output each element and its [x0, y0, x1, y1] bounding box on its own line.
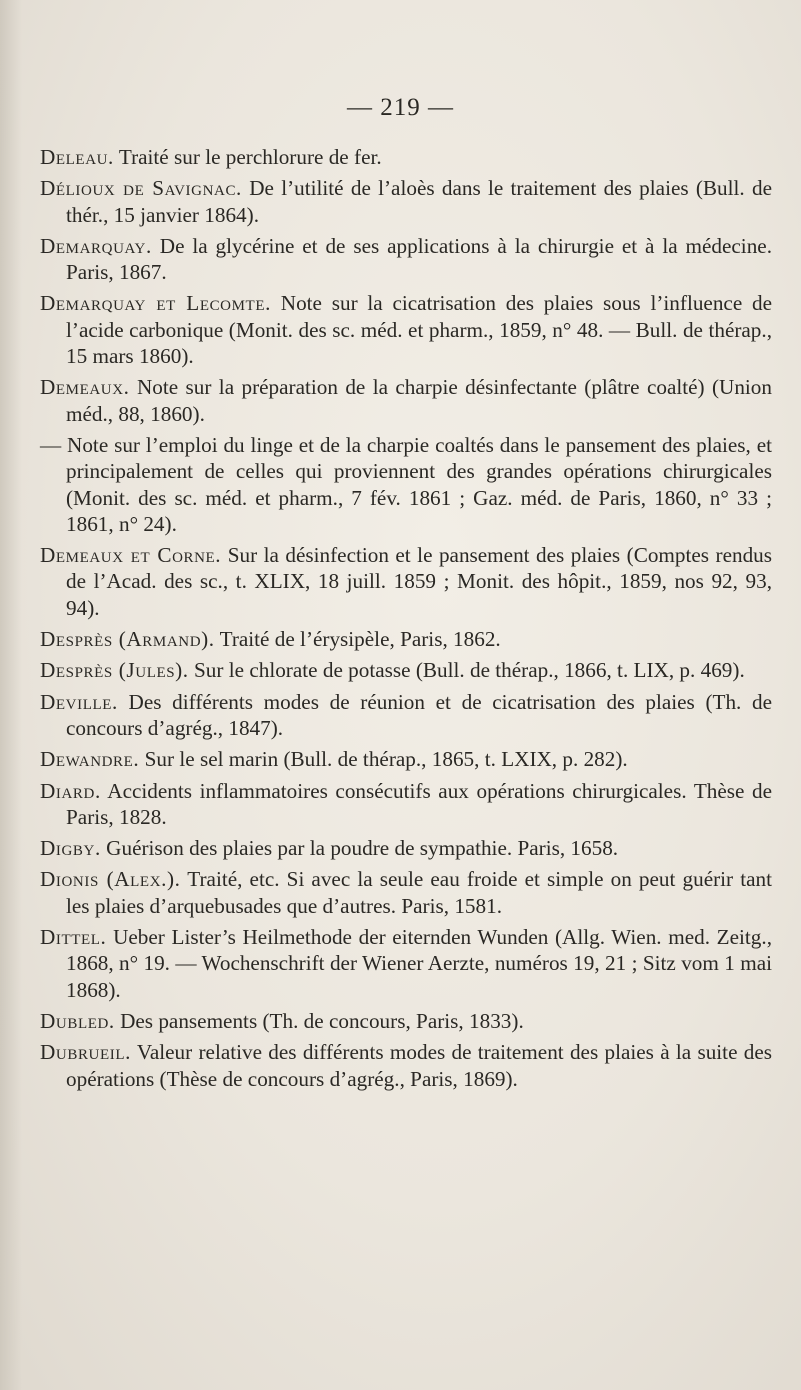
entry-text: Traité, etc. Si avec la seule eau froide et simple on peut guérir tant les plaies d’arquebusades que d’autres. Paris, 1581. — [66, 867, 772, 918]
entry-author: Diard. — [40, 778, 101, 803]
entry-text: Accidents inflammatoires consécutifs aux opérations chirurgicales. Thèse de Paris, 1828. — [66, 778, 772, 829]
bibliography-entry — [40, 626, 772, 652]
entry-text: Sur la désinfection et le pansement des plaies (Comptes rendus de l’Acad. des sc., t. XLIX, 18 juill. 1859 ; Monit. des hôpit., 1859, nos 92, 93, 94). — [66, 543, 773, 620]
bibliography-entry — [40, 1039, 772, 1092]
entry-author: Deville. — [40, 689, 118, 714]
bibliography-entry — [40, 175, 772, 228]
bibliography-entry — [40, 835, 772, 861]
entry-text: De la glycérine et de ses applications à la chirurgie et à la médecine. Paris, 1867. — [66, 233, 772, 285]
bibliography-list — [40, 144, 772, 1097]
entry-author: Dubled. — [40, 1008, 115, 1033]
entry-author: Dewandre. — [40, 747, 140, 772]
entry-text: Sur le chlorate de potasse (Bull. de thérap., 1866, t. LIX, p. 469). — [188, 658, 745, 683]
entry-text: Sur le sel marin (Bull. de thérap., 1865, t. LXIX, p. 282). — [139, 747, 628, 772]
entry-author: Demarquay et Lecomte. — [40, 291, 271, 316]
bibliography-entry — [40, 233, 772, 286]
entry-text: Traité de l’érysipèle, Paris, 1862. — [214, 627, 501, 652]
page-number: — 219 — — [347, 94, 454, 121]
entry-author: Deleau. — [40, 145, 114, 169]
entry-author: Dittel. — [40, 925, 107, 950]
entry-text: Note sur la préparation de la charpie désinfectante (plâtre coalté) (Union méd., 88, 1860). — [66, 375, 772, 426]
bibliography-entry-continued — [40, 432, 772, 537]
entry-author: Desprès (Armand). — [40, 627, 215, 652]
entry-text: — Note sur l’emploi du linge et de la charpie coaltés dans le pansement des plaies, et principalement de celles qui proviennent des grandes opérations chirurgicales (Monit. des sc. méd. et pharm., 7 fév. 1861 ; Gaz. méd. de Paris, 1860, n° 33 ; 1861, n° 24). — [40, 432, 772, 536]
entry-author: Demeaux et Corne. — [40, 543, 222, 568]
entry-text: De l’utilité de l’aloès dans le traitement des plaies (Bull. de thér., 15 janvier 1864). — [66, 176, 772, 227]
entry-author: Desprès (Jules). — [40, 658, 189, 683]
entry-text: Traité sur le perchlorure de fer. — [113, 145, 382, 169]
bibliography-entry — [40, 144, 772, 170]
bibliography-entry — [40, 542, 772, 621]
entry-author: Demarquay. — [40, 233, 152, 258]
entry-author: Délioux de Savignac. — [40, 176, 242, 201]
page-edge-shadow — [0, 0, 22, 1390]
entry-text: Note sur la cicatrisation des plaies sous l’influence de l’acide carbonique (Monit. des sc. méd. et pharm., 1859, n° 48. — Bull. de thérap., 15 mars 1860). — [66, 291, 773, 369]
entry-author: Digby. — [40, 836, 101, 861]
entry-text: Des différents modes de réunion et de cicatrisation des plaies (Th. de concours d’agrég., 1847). — [66, 689, 772, 740]
entry-author: Demeaux. — [40, 375, 130, 400]
entry-text: Ueber Lister’s Heilmethode der eiternden Wunden (Allg. Wien. med. Zeitg., 1868, n° 19. — Wochenschrift der Wiener Aerzte, numéros 19, 21 ; Sitz vom 1 mai 1868). — [66, 925, 772, 1002]
bibliography-entry — [40, 689, 772, 742]
bibliography-entry — [40, 746, 772, 772]
bibliography-entry — [40, 374, 772, 427]
entry-author: Dionis (Alex.). — [40, 867, 181, 892]
entry-text: Des pansements (Th. de concours, Paris, 1833). — [114, 1008, 524, 1033]
bibliography-entry — [40, 778, 772, 831]
entry-text: Guérison des plaies par la poudre de sympathie. Paris, 1658. — [100, 836, 619, 861]
bibliography-entry — [40, 866, 772, 919]
bibliography-entry — [40, 1008, 772, 1034]
entry-author: Dubrueil. — [40, 1040, 131, 1065]
entry-text: Valeur relative des différents modes de traitement des plaies à la suite des opérations (Thèse de concours d’agrég., Paris, 1869). — [66, 1040, 772, 1091]
bibliography-entry — [40, 657, 772, 683]
bibliography-entry — [40, 290, 772, 369]
bibliography-entry — [40, 924, 772, 1003]
